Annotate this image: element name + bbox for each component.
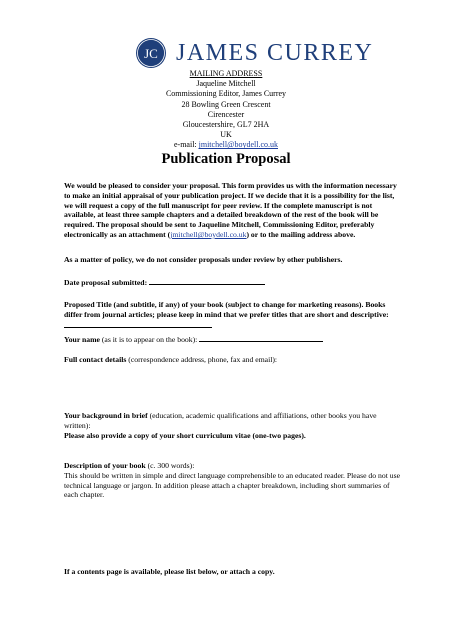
address-line: 28 Bowling Green Crescent [181, 99, 271, 109]
address-line: Gloucestershire, GL7 2HA [182, 120, 270, 130]
your-name-field[interactable]: Your name (as it is to appear on the book): [64, 334, 404, 345]
date-blank[interactable] [149, 277, 265, 285]
jc-monogram-icon [136, 38, 166, 68]
mailing-address [0, 69, 452, 151]
contents-note: If a contents page is available, please list below, or attach a copy. [64, 567, 275, 576]
address-line: UK [220, 130, 232, 140]
address-title: MAILING ADDRESS [189, 69, 263, 78]
address-line: Commissioning Editor, James Currey [165, 89, 287, 99]
email-line [0, 140, 452, 150]
date-field[interactable]: Date proposal submitted: [64, 277, 404, 288]
contact-details-field: Full contact details (correspondence address, phone, fax and email): [64, 355, 278, 364]
email-label: e-mail: [173, 140, 199, 150]
description-instructions: This should be written in simple and direct language comprehensible to an educated reader. Please do not use technical language or jargon. In addition please attach a chapter breakdown, including short summaries of each chapter. [64, 470, 401, 500]
address-line: Jaqueline Mitchell [196, 79, 256, 89]
svg-text:JC: JC [144, 46, 158, 61]
your-name-blank[interactable] [199, 334, 323, 342]
intro-email-link[interactable]: jmitchell@boydell.co.uk [170, 229, 247, 239]
email-link[interactable]: jmitchell@boydell.co.uk [198, 140, 278, 150]
proposed-title-field[interactable]: Proposed Title (and subtitle, if any) of your book (subject to change for marketing reasons). Books differ from journal articles; please keep in mind that we prefer titles that are short and descriptive: [64, 300, 404, 330]
description-field: Description of your book (c. 300 words): This should be written in simple and direct language comprehensible to an educated reader. Please do not use technical language or jargon. In addition please attach a chapter breakdown, including short summaries of each chapter. [64, 461, 404, 500]
address-line: Cirencester [207, 109, 245, 119]
cv-note: Please also provide a copy of your short curriculum vitae (one-two pages). [64, 430, 306, 440]
policy-note: As a matter of policy, we do not consider proposals under review by other publishers. [64, 255, 343, 264]
page-title: Publication Proposal [161, 151, 291, 167]
publisher-logo [0, 38, 452, 68]
background-field: Your background in brief (education, academic qualifications and affiliations, other books you have written): Please also provide a copy of your short curriculum vitae (one-two pages). [64, 411, 404, 440]
intro-paragraph: We would be pleased to consider your proposal. This form provides us with the information necessary to make an initial appraisal of your publication project. If we decide that it is a possibility for the list, we will request a copy of the full manuscript for peer review. If the complete manuscript is not available, at least three sample chapters and a detailed breakdown of the rest of the book will be required. The proposal should be sent to Jaqueline Mitchell, Commissioning Editor, preferably electronically as an attachment (jmitchell@boydell.co.uk) or to the mailing address above. [64, 181, 397, 239]
publisher-name: JAMES CURREY [176, 40, 374, 66]
proposed-title-blank[interactable] [64, 320, 212, 328]
